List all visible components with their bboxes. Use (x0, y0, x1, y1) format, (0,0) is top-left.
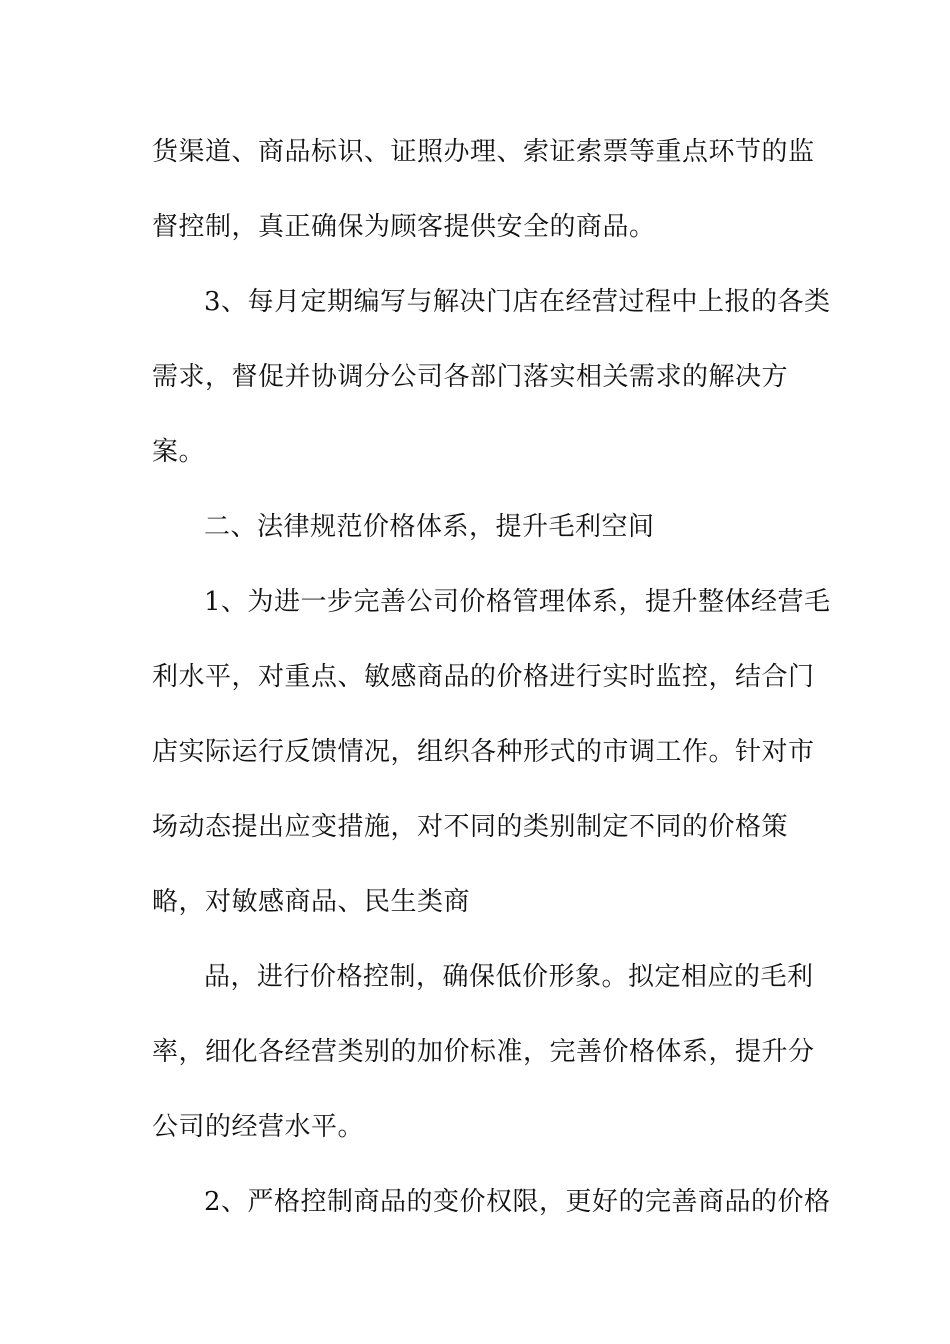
text-line: 案。 (152, 437, 206, 467)
text-line: 需求，督促并协调分公司各部门落实相关需求的解决方 (152, 362, 789, 392)
text-line: 督控制，真正确保为顾客提供安全的商品。 (152, 212, 656, 242)
text-line: 率，细化各经营类别的加价标准，完善价格体系，提升分 (152, 1037, 815, 1067)
text-line: 2、严格控制商品的变价权限，更好的完善商品的价格 (204, 1187, 831, 1217)
section-heading: 二、法律规范价格体系，提升毛利空间 (204, 512, 655, 542)
text-line: 公司的经营水平。 (152, 1112, 365, 1142)
text-line: 利水平，对重点、敏感商品的价格进行实时监控，结合门 (152, 662, 815, 692)
text-line: 店实际运行反馈情况，组织各种形式的市调工作。针对市 (152, 737, 815, 767)
text-line: 品，进行价格控制，确保低价形象。拟定相应的毛利 (204, 962, 814, 992)
text-line: 货渠道、商品标识、证照办理、索证索票等重点环节的监 (152, 137, 815, 167)
text-line: 1、为进一步完善公司价格管理体系，提升整体经营毛 (204, 587, 831, 617)
text-line: 场动态提出应变措施，对不同的类别制定不同的价格策 (152, 812, 789, 842)
text-line: 略，对敏感商品、民生类商 (152, 887, 471, 917)
text-line: 3、每月定期编写与解决门店在经营过程中上报的各类 (204, 287, 831, 317)
